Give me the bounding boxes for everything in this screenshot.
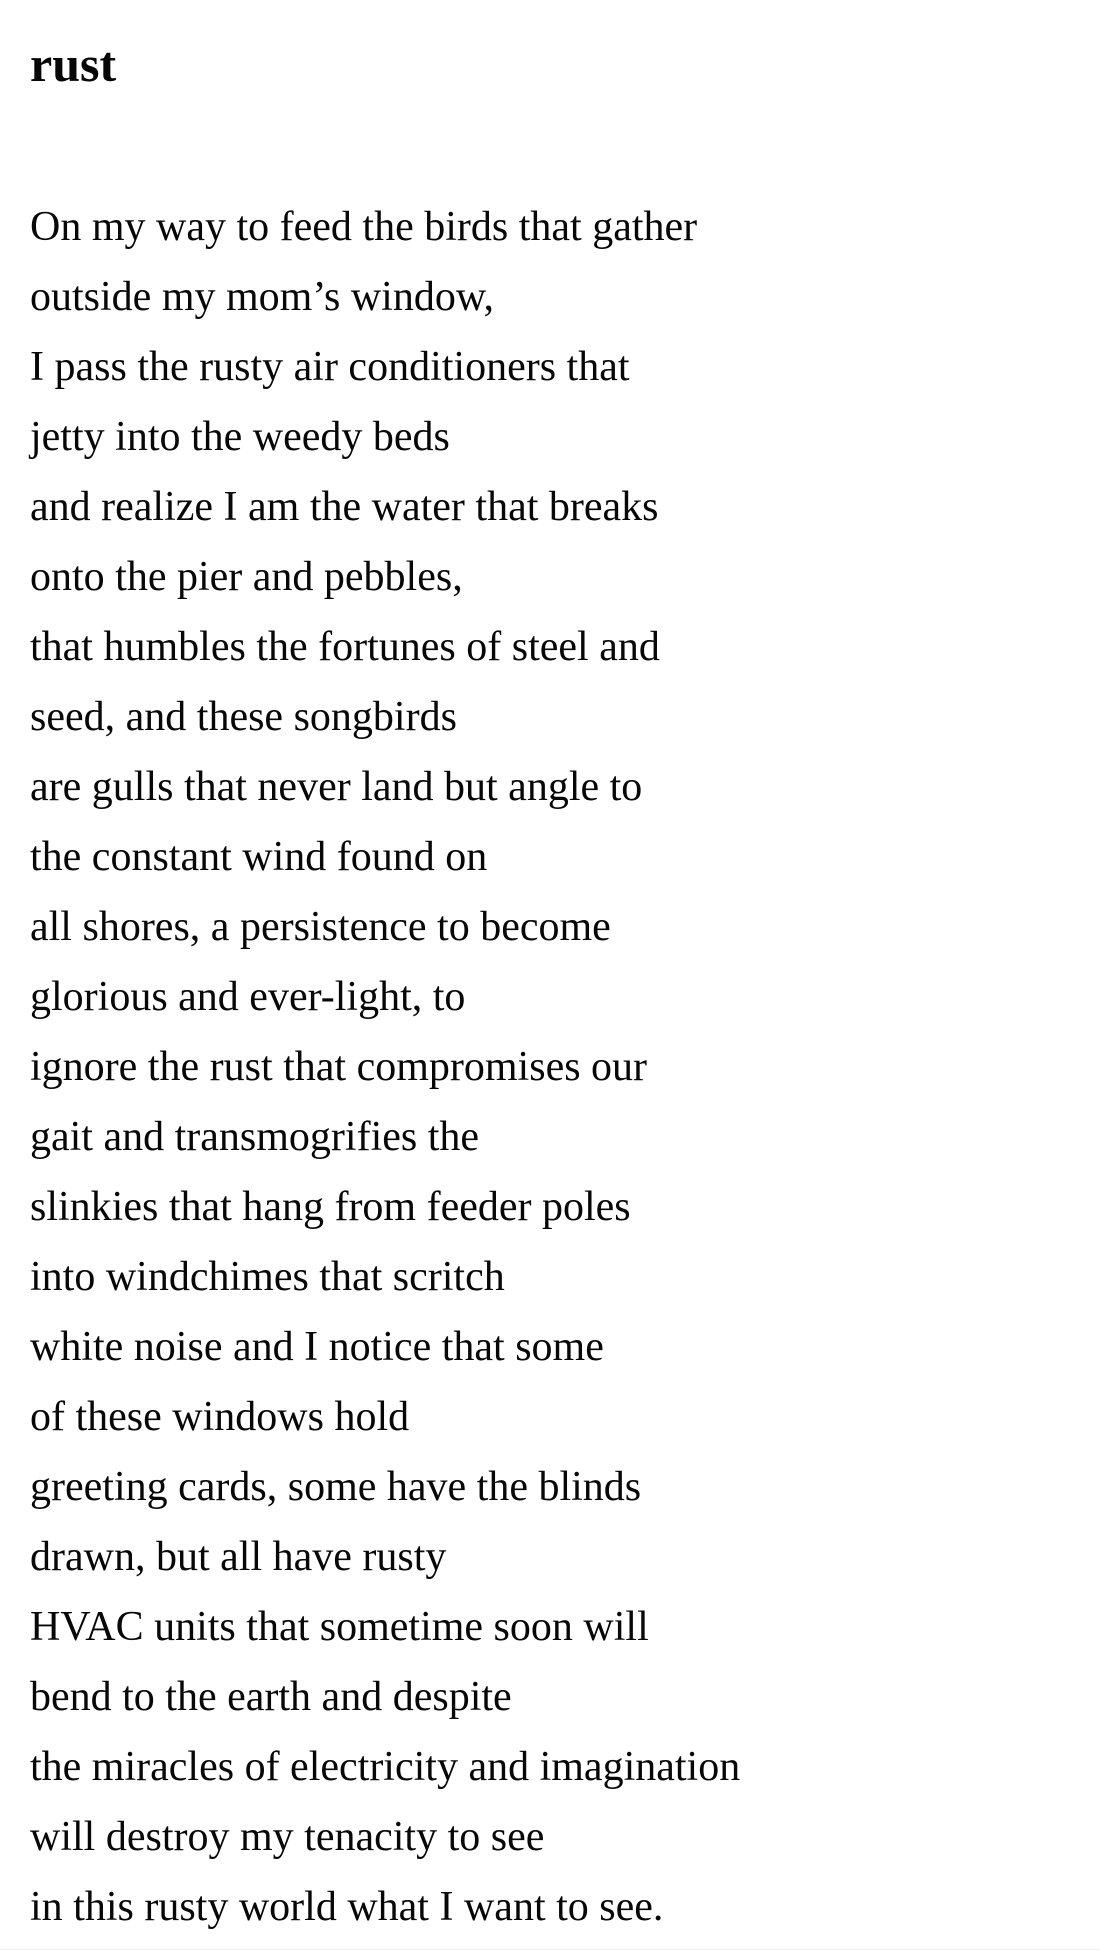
poem-line: the miracles of electricity and imagination (30, 1744, 741, 1790)
poem-line: in this rusty world what I want to see. (30, 1884, 664, 1930)
poem-line: white noise and I notice that some (30, 1324, 604, 1370)
poem-line: slinkies that hang from feeder poles (30, 1184, 631, 1230)
poem-line: I pass the rusty air conditioners that (30, 344, 630, 390)
poem-line: into windchimes that scritch (30, 1254, 505, 1300)
poem-line: that humbles the fortunes of steel and (30, 624, 660, 670)
poem-line: HVAC units that sometime soon will (30, 1604, 649, 1650)
poem-title: rust (30, 36, 117, 92)
poem-line: bend to the earth and despite (30, 1674, 512, 1720)
poem-line: of these windows hold (30, 1394, 410, 1440)
poem-line: all shores, a persistence to become (30, 904, 611, 950)
poem-line: are gulls that never land but angle to (30, 764, 643, 810)
poem-line: On my way to feed the birds that gather (30, 204, 698, 250)
poem-line: ignore the rust that compromises our (30, 1044, 648, 1090)
poem-line: will destroy my tenacity to see (30, 1814, 545, 1860)
poem-line: drawn, but all have rusty (30, 1534, 447, 1580)
poem-line: seed, and these songbirds (30, 694, 457, 740)
poem-line: onto the pier and pebbles, (30, 554, 463, 600)
poem-line: and realize I am the water that breaks (30, 484, 659, 530)
poem-line: the constant wind found on (30, 834, 488, 880)
poem-body (30, 192, 1080, 1942)
poem-line: jetty into the weedy beds (30, 414, 450, 460)
poem-line: outside my mom’s window, (30, 274, 494, 320)
poem-line: glorious and ever-light, to (30, 974, 466, 1020)
poem-line: gait and transmogrifies the (30, 1114, 480, 1160)
poem-line: greeting cards, some have the blinds (30, 1464, 642, 1510)
